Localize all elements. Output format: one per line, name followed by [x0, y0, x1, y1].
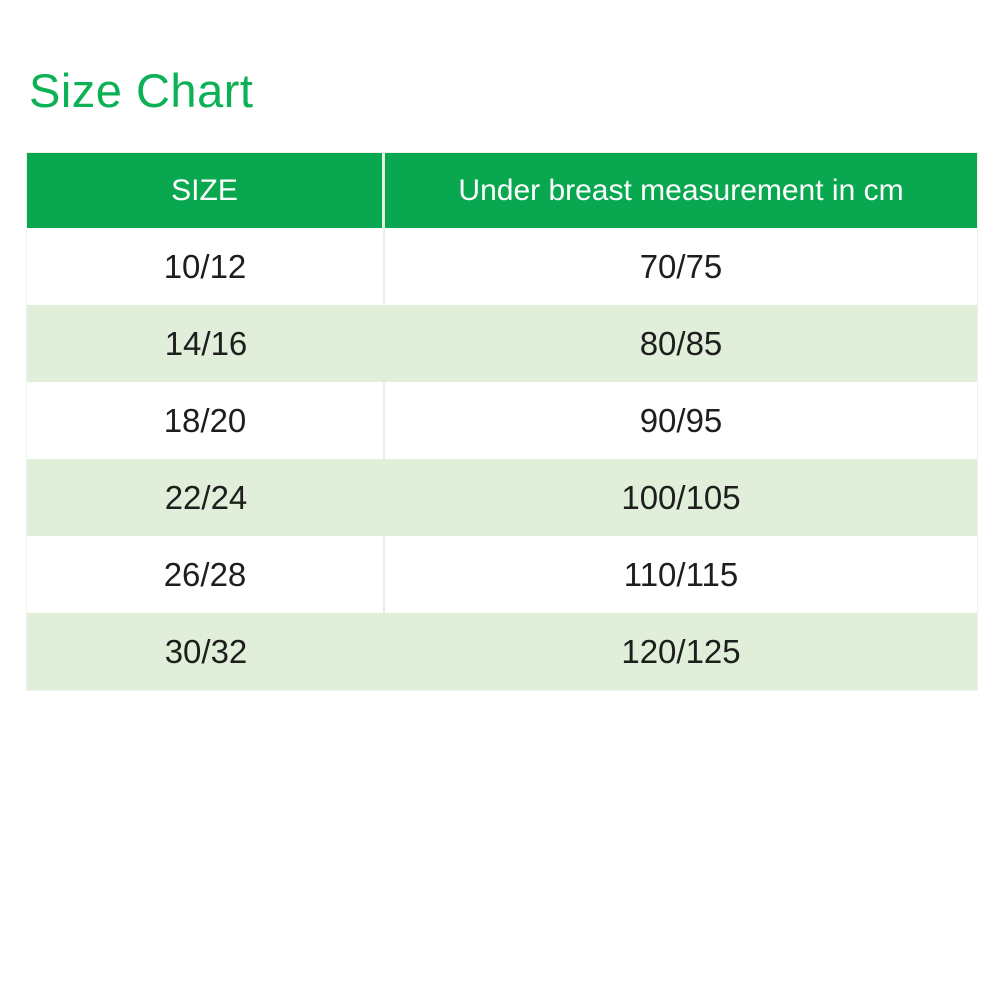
- column-header-measurement: Under breast measurement in cm: [385, 153, 977, 228]
- table-row: [27, 228, 977, 305]
- measurement-cell: 80/85: [639, 324, 723, 362]
- size-cell: 10/12: [27, 228, 385, 305]
- measurement-cell: 100/105: [621, 478, 741, 516]
- size-cell: 22/24: [164, 478, 248, 516]
- table-row: [27, 382, 977, 459]
- measurement-cell: 70/75: [639, 247, 723, 285]
- size-cell: 14/16: [164, 324, 248, 362]
- size-cell: 30/32: [164, 632, 248, 670]
- measurement-cell: 110/115: [623, 555, 739, 593]
- page-title: Size Chart: [29, 64, 254, 117]
- table-row: [27, 613, 977, 690]
- size-cell: 18/20: [27, 382, 385, 459]
- table-row: [27, 536, 977, 613]
- table-row: [27, 459, 977, 536]
- size-cell: 26/28: [27, 536, 385, 613]
- size-chart-table: [27, 153, 977, 690]
- table-row: [27, 305, 977, 382]
- column-header-size: SIZE: [27, 153, 385, 228]
- measurement-cell: 90/95: [639, 401, 723, 439]
- measurement-cell: 120/125: [621, 632, 741, 670]
- table-header-row: [27, 153, 977, 228]
